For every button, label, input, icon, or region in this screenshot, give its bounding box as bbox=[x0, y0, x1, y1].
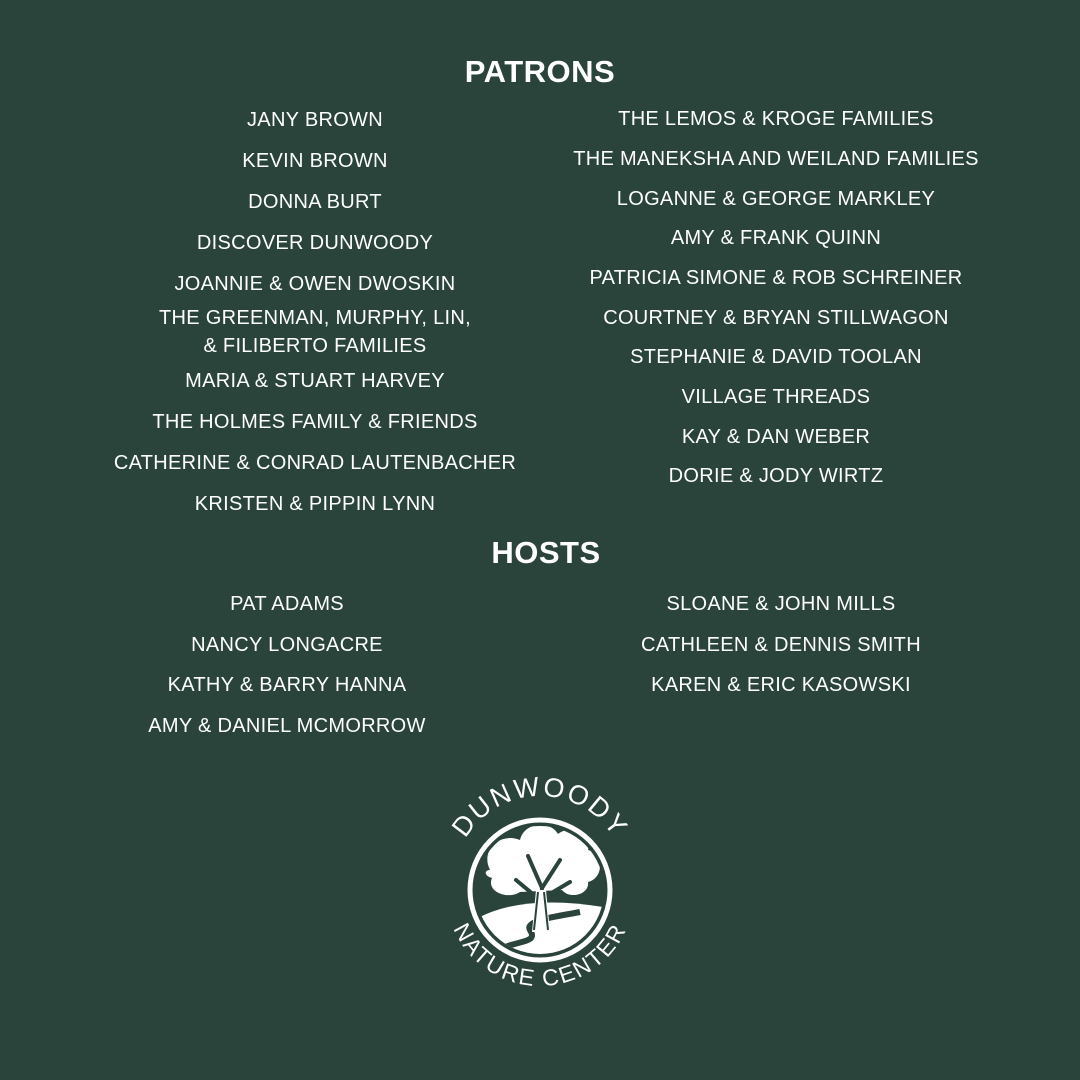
list-item: KAY & DAN WEBER bbox=[681, 426, 871, 448]
list-item: DISCOVER DUNWOODY bbox=[196, 232, 434, 254]
list-item: THE HOLMES FAMILY & FRIENDS bbox=[152, 411, 478, 433]
list-item: COURTNEY & BRYAN STILLWAGON bbox=[603, 307, 949, 329]
svg-text:DUNWOODY: DUNWOODY bbox=[445, 771, 635, 843]
patrons-right-list bbox=[546, 105, 1006, 505]
list-item: JANY BROWN bbox=[247, 109, 383, 131]
hosts-left-list bbox=[62, 590, 512, 750]
list-item: KEVIN BROWN bbox=[242, 150, 388, 172]
list-item: SLOANE & JOHN MILLS bbox=[666, 593, 896, 615]
hosts-heading: HOSTS bbox=[491, 535, 601, 570]
list-item: LOGANNE & GEORGE MARKLEY bbox=[616, 188, 936, 210]
patrons-left-list bbox=[90, 106, 540, 526]
list-item: THE LEMOS & KROGE FAMILIES bbox=[618, 108, 934, 130]
list-item: AMY & DANIEL MCMORROW bbox=[148, 715, 426, 737]
list-item: THE GREENMAN, MURPHY, LIN, & FILIBERTO FAMILIES bbox=[159, 307, 471, 357]
list-item: VILLAGE THREADS bbox=[681, 386, 871, 408]
list-item: AMY & FRANK QUINN bbox=[670, 227, 882, 249]
list-item: DONNA BURT bbox=[248, 191, 382, 213]
tree-logo-icon bbox=[420, 770, 660, 1010]
list-item: JOANNIE & OWEN DWOSKIN bbox=[174, 273, 456, 295]
hosts-right-list bbox=[556, 590, 1006, 710]
list-item: THE MANEKSHA AND WEILAND FAMILIES bbox=[573, 148, 979, 170]
list-item: STEPHANIE & DAVID TOOLAN bbox=[630, 346, 922, 368]
svg-text:NATURE CENTER: NATURE CENTER bbox=[448, 918, 632, 992]
list-item: PAT ADAMS bbox=[230, 593, 344, 615]
list-item: MARIA & STUART HARVEY bbox=[185, 370, 445, 392]
list-item: PATRICIA SIMONE & ROB SCHREINER bbox=[589, 267, 963, 289]
dunwoody-nature-center-logo bbox=[420, 770, 660, 1010]
list-item: CATHLEEN & DENNIS SMITH bbox=[641, 634, 921, 656]
list-item: NANCY LONGACRE bbox=[191, 634, 383, 656]
list-item: KAREN & ERIC KASOWSKI bbox=[651, 674, 911, 696]
list-item: CATHERINE & CONRAD LAUTENBACHER bbox=[113, 452, 517, 474]
patrons-heading: PATRONS bbox=[464, 54, 616, 89]
list-item: KATHY & BARRY HANNA bbox=[167, 674, 407, 696]
list-item: DORIE & JODY WIRTZ bbox=[668, 465, 884, 487]
list-item: KRISTEN & PIPPIN LYNN bbox=[194, 493, 436, 515]
